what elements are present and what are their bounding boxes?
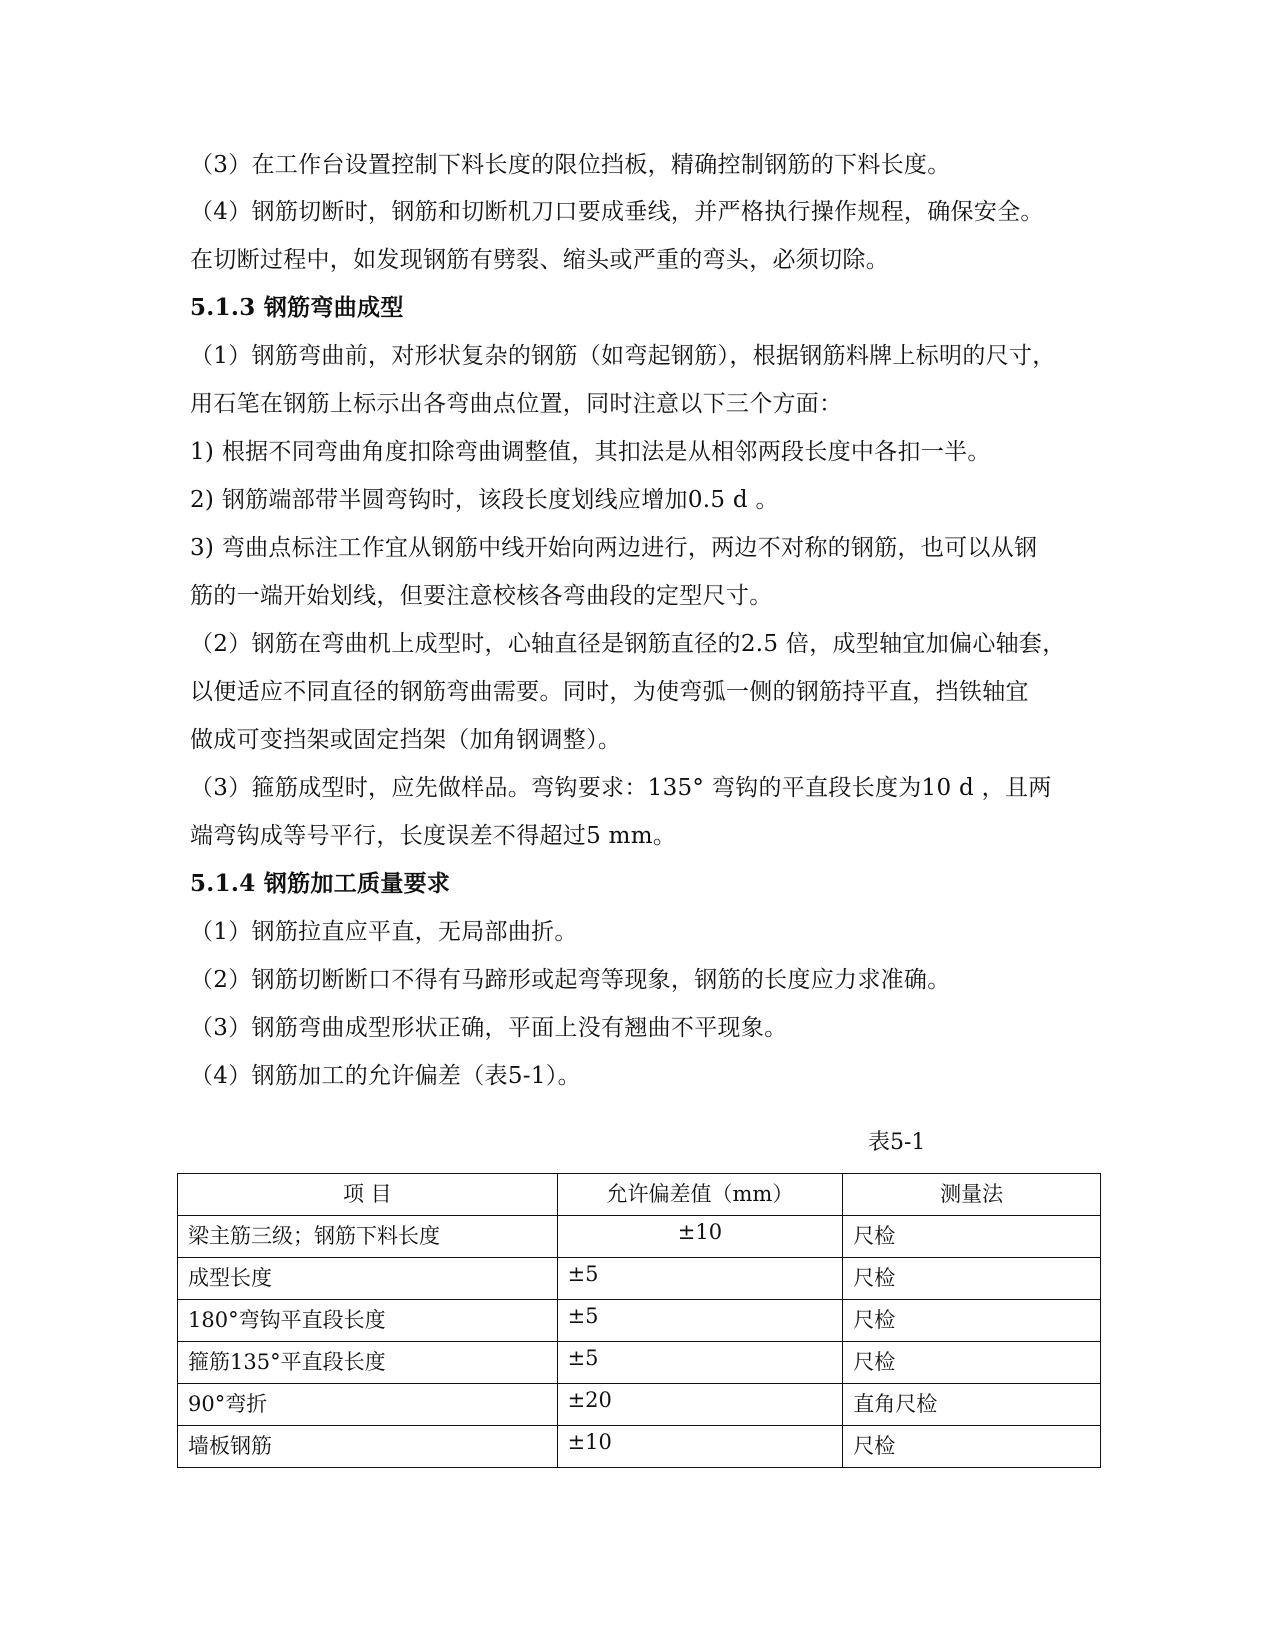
table-header-row xyxy=(178,1174,1101,1216)
list-item-2: 2) 钢筋端部带半圆弯钩时，该段长度划线应增加0.5 d 。 xyxy=(190,487,779,513)
section-heading-5-1-3: 5.1.3 钢筋弯曲成型 xyxy=(190,294,404,321)
paragraph-cutting-4: （4）钢筋切断时，钢筋和切断机刀口要成垂线，并严格执行操作规程，确保安全。 xyxy=(190,199,1044,225)
paragraph-bending-1-cont: 用石笔在钢筋上标示出各弯曲点位置，同时注意以下三个方面： xyxy=(190,391,843,417)
paragraph-quality-4: （4）钢筋加工的允许偏差（表5-1）。 xyxy=(190,1063,581,1089)
header-deviation: 允许偏差值（mm） xyxy=(557,1174,843,1216)
list-item-1: 1) 根据不同弯曲角度扣除弯曲调整值，其扣法是从相邻两段长度中各扣一半。 xyxy=(190,439,991,465)
section-heading-5-1-4: 5.1.4 钢筋加工质量要求 xyxy=(190,870,451,897)
cell-deviation: ±5 xyxy=(557,1342,843,1384)
cell-deviation: ±10 xyxy=(557,1216,843,1258)
table-row xyxy=(178,1216,1101,1258)
paragraph-quality-3: （3）钢筋弯曲成型形状正确，平面上没有翘曲不平现象。 xyxy=(190,1015,788,1041)
cell-item: 墙板钢筋 xyxy=(178,1426,558,1468)
cell-method: 尺检 xyxy=(843,1258,1101,1300)
paragraph-bending-3: （3）箍筋成型时，应先做样品。弯钩要求：135° 弯钩的平直段长度为10 d ，且两 xyxy=(190,775,1052,801)
paragraph-bending-2-cont: 以便适应不同直径的钢筋弯曲需要。同时，为使弯弧一侧的钢筋持平直，挡铁轴宜 xyxy=(190,679,1029,705)
header-item: 项 目 xyxy=(178,1174,558,1216)
cell-item: 成型长度 xyxy=(178,1258,558,1300)
cell-method: 尺检 xyxy=(843,1216,1101,1258)
paragraph-cutting-3: （3）在工作台设置控制下料长度的限位挡板，精确控制钢筋的下料长度。 xyxy=(190,152,951,178)
table-row xyxy=(178,1426,1101,1468)
table-row xyxy=(178,1300,1101,1342)
deviation-table xyxy=(177,1173,1101,1468)
cell-deviation: ±10 xyxy=(557,1426,843,1468)
table-row xyxy=(178,1384,1101,1426)
cell-item: 180°弯钩平直段长度 xyxy=(178,1300,558,1342)
paragraph-quality-1: （1）钢筋拉直应平直，无局部曲折。 xyxy=(190,919,578,945)
header-method: 测量法 xyxy=(843,1174,1101,1216)
cell-deviation: ±5 xyxy=(557,1258,843,1300)
paragraph-bending-2: （2）钢筋在弯曲机上成型时，心轴直径是钢筋直径的2.5 倍，成型轴宜加偏心轴套， xyxy=(190,631,1066,657)
cell-item: 梁主筋三级；钢筋下料长度 xyxy=(178,1216,558,1258)
cell-method: 直角尺检 xyxy=(843,1384,1101,1426)
paragraph-quality-2: （2）钢筋切断断口不得有马蹄形或起弯等现象，钢筋的长度应力求准确。 xyxy=(190,967,951,993)
cell-deviation: ±5 xyxy=(557,1300,843,1342)
table-row xyxy=(178,1258,1101,1300)
paragraph-bending-3-cont: 端弯钩成等号平行，长度误差不得超过5 mm。 xyxy=(190,823,677,849)
paragraph-cutting-4-cont: 在切断过程中，如发现钢筋有劈裂、缩头或严重的弯头，必须切除。 xyxy=(190,247,889,273)
cell-method: 尺检 xyxy=(843,1426,1101,1468)
cell-method: 尺检 xyxy=(843,1342,1101,1384)
table-row xyxy=(178,1342,1101,1384)
cell-item: 箍筋135°平直段长度 xyxy=(178,1342,558,1384)
paragraph-bending-2-cont2: 做成可变挡架或固定挡架（加角钢调整）。 xyxy=(190,727,622,753)
list-item-3: 3) 弯曲点标注工作宜从钢筋中线开始向两边进行，两边不对称的钢筋，也可以从钢 xyxy=(190,535,1038,561)
cell-item: 90°弯折 xyxy=(178,1384,558,1426)
cell-deviation: ±20 xyxy=(557,1384,843,1426)
table-caption: 表5-1 xyxy=(868,1130,926,1155)
list-item-3-cont: 筋的一端开始划线，但要注意校核各弯曲段的定型尺寸。 xyxy=(190,583,773,609)
cell-method: 尺检 xyxy=(843,1300,1101,1342)
paragraph-bending-1: （1）钢筋弯曲前，对形状复杂的钢筋（如弯起钢筋），根据钢筋料牌上标明的尺寸， xyxy=(190,343,1056,369)
